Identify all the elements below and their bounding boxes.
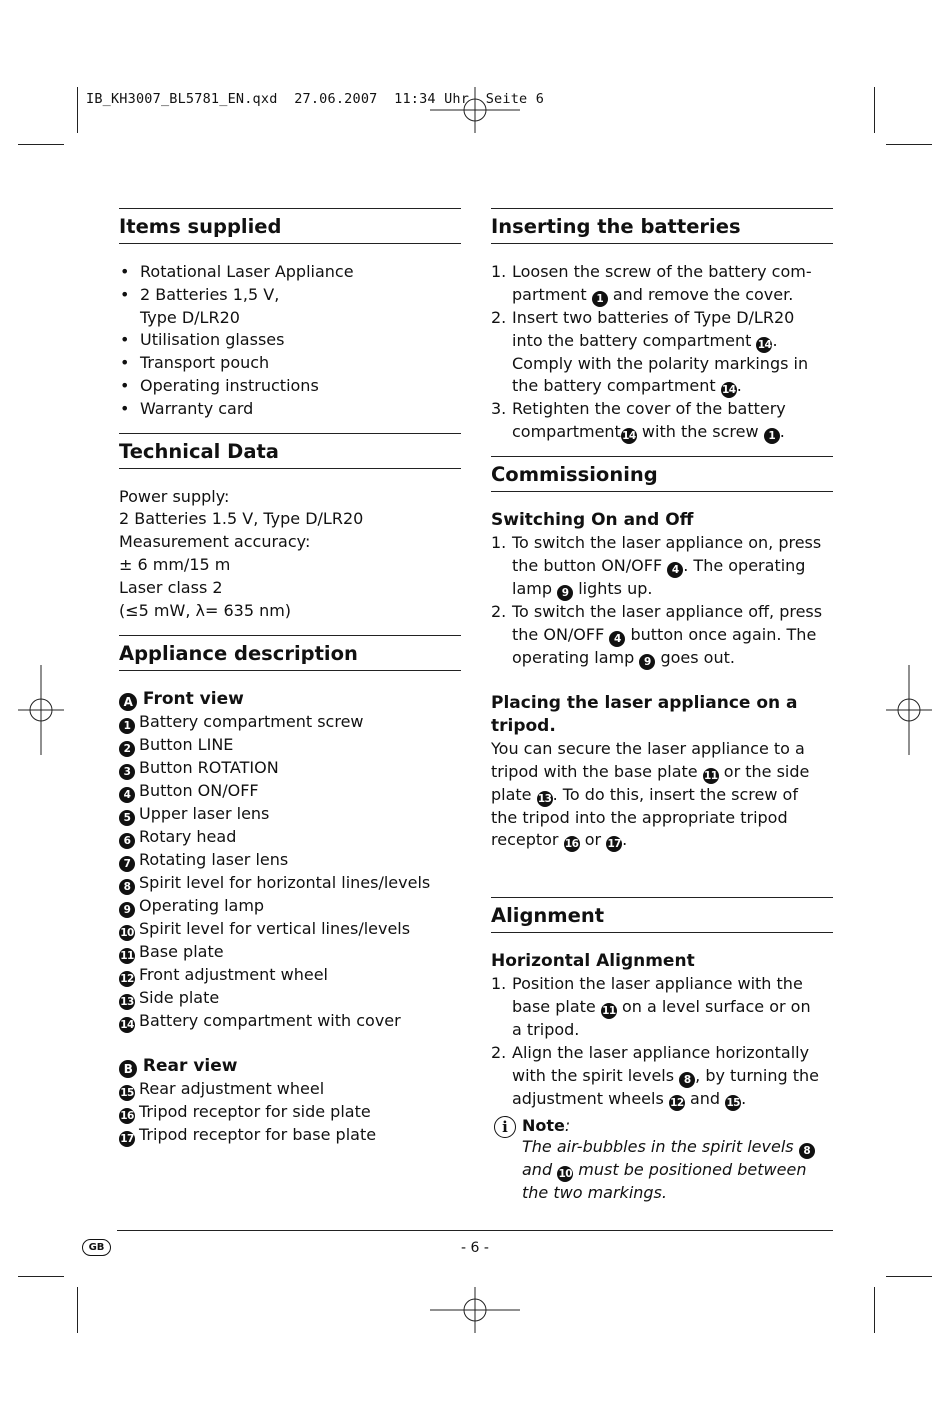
rear-view-heading: B Rear view xyxy=(119,1055,461,1078)
number-marker: 6 xyxy=(119,833,135,849)
text-line: ± 6 mm/15 m xyxy=(119,554,231,574)
switching-steps xyxy=(491,532,833,670)
number-marker: 13 xyxy=(537,792,552,805)
list-item: 8 Spirit level for horizontal lines/levels xyxy=(119,872,461,895)
text-line: Power supply: xyxy=(119,486,230,506)
number-marker: 16 xyxy=(564,838,579,851)
number-marker: 16 xyxy=(120,1110,134,1123)
list-item: 12 Front adjustment wheel xyxy=(120,965,328,986)
number-marker: 17 xyxy=(120,1133,134,1146)
list-item: • Operating instructions xyxy=(119,375,461,398)
alignment-section xyxy=(491,897,833,1203)
number-marker: 3 xyxy=(119,764,135,780)
technical-data-text xyxy=(119,486,461,623)
list-item: • Warranty card xyxy=(119,398,461,421)
list-item: • Rotational Laser Appliance xyxy=(119,261,461,284)
left-column xyxy=(119,208,461,1147)
info-icon: i xyxy=(494,1116,516,1138)
appliance-description-section xyxy=(119,635,461,1147)
list-item: 11 Base plate xyxy=(120,942,224,963)
list-item: 6 Rotary head xyxy=(119,826,461,849)
front-view-parts xyxy=(119,711,461,1033)
number-marker: 7 xyxy=(119,856,135,872)
number-marker: 1 xyxy=(764,428,780,444)
tripod-heading: Placing the laser appliance on a tripod. xyxy=(491,692,798,736)
number-marker: 14 xyxy=(722,384,736,397)
print-slug: IB_KH3007_BL5781_EN.qxd 27.06.2007 11:34 Uhr Seite 6 xyxy=(86,91,545,107)
list-item: 3 Button ROTATION xyxy=(119,757,461,780)
list-item: • Utilisation glasses xyxy=(119,329,461,352)
list-item: 17 Tripod receptor for base plate xyxy=(120,1125,377,1146)
technical-data-heading: Technical Data xyxy=(119,433,461,469)
number-marker: 4 xyxy=(609,631,625,647)
number-marker: 1 xyxy=(592,291,608,307)
list-item: 1 Battery compartment screw xyxy=(119,711,461,734)
tripod-text: You can secure the laser appliance to a tripod with the base plate 11 or the side plate 13. To do this, insert the screw of the tripod into the appropriate tripod receptor 16 or 17. xyxy=(491,738,810,851)
number-marker: 5 xyxy=(119,810,135,826)
number-marker: 8 xyxy=(799,1143,815,1159)
text-line: 2 Batteries 1.5 V, Type D/LR20 xyxy=(119,509,364,529)
list-item: • Transport pouch xyxy=(119,352,461,375)
list-item: 4 Button ON/OFF xyxy=(119,780,461,803)
number-marker: 14 xyxy=(757,338,772,351)
list-item: • 2 Batteries 1,5 V, Type D/LR20 xyxy=(119,284,461,330)
note-title: Note: xyxy=(522,1115,571,1135)
number-marker: 12 xyxy=(670,1096,684,1109)
number-marker: 15 xyxy=(120,1087,134,1100)
right-column xyxy=(491,208,833,1203)
number-marker: 8 xyxy=(119,879,135,895)
number-marker: 15 xyxy=(726,1096,740,1109)
number-marker: 13 xyxy=(120,996,134,1009)
list-item: 1. To switch the laser appliance on, press the button ON/OFF 4 . The operating lamp 9 lights up. xyxy=(491,533,822,599)
number-marker: 11 xyxy=(120,950,134,963)
inserting-batteries-section xyxy=(491,208,833,444)
number-marker: 9 xyxy=(119,902,135,918)
rear-view-parts xyxy=(119,1078,461,1147)
number-marker: 17 xyxy=(607,838,621,851)
inserting-batteries-heading: Inserting the batteries xyxy=(491,208,833,244)
list-item: 5 Upper laser lens xyxy=(119,803,461,826)
note-text: The air-bubbles in the spirit levels 8 and 10 must be positioned between the two markings. xyxy=(522,1136,833,1204)
number-marker: 4 xyxy=(667,562,683,578)
text-line: (≤5 mW, λ= 635 nm) xyxy=(119,600,292,620)
list-item: 1. Position the laser appliance with the base plate 11 on a level surface or on a tripod. xyxy=(491,974,811,1040)
footer-rule xyxy=(117,1230,833,1231)
list-item: 9 Operating lamp xyxy=(119,895,461,918)
number-marker: 14 xyxy=(622,430,636,443)
switching-heading: Switching On and Off xyxy=(491,510,694,531)
text-line: Measurement accuracy: xyxy=(119,532,311,552)
horizontal-alignment-heading: Horizontal Alignment xyxy=(491,951,695,972)
list-item: 1. Loosen the screw of the battery com- partment 1 and remove the cover. xyxy=(491,262,812,305)
items-supplied-list xyxy=(119,261,461,421)
appliance-description-heading: Appliance description xyxy=(119,635,461,671)
commissioning-heading: Commissioning xyxy=(491,456,833,492)
items-supplied-heading: Items supplied xyxy=(119,208,461,244)
number-marker: 14 xyxy=(120,1019,134,1032)
number-marker: 12 xyxy=(120,973,134,986)
technical-data-section xyxy=(119,433,461,623)
figure-b-marker: B xyxy=(119,1060,137,1078)
number-marker: 11 xyxy=(602,1005,616,1018)
list-item: 15 Rear adjustment wheel xyxy=(120,1079,325,1100)
number-marker: 2 xyxy=(119,741,135,757)
list-item: 14 Battery compartment with cover xyxy=(120,1011,401,1032)
number-marker: 4 xyxy=(119,787,135,803)
number-marker: 11 xyxy=(703,769,718,782)
list-item: 7 Rotating laser lens xyxy=(119,849,461,872)
battery-steps xyxy=(491,261,833,444)
alignment-heading: Alignment xyxy=(491,897,833,933)
list-item: 2. Align the laser appliance horizontally with the spirit levels 8 , by turning the adjustment wheels 12 and 15. xyxy=(491,1042,819,1109)
alignment-steps xyxy=(491,973,833,1110)
front-view-heading: A Front view xyxy=(119,688,461,711)
list-item: 16 Tripod receptor for side plate xyxy=(120,1102,371,1123)
country-badge: GB xyxy=(82,1239,111,1256)
list-item: 3. Retighten the cover of the battery compartment14 with the screw 1 . xyxy=(491,399,786,443)
note-box xyxy=(491,1115,833,1204)
number-marker: 10 xyxy=(558,1167,572,1180)
number-marker: 1 xyxy=(119,718,135,734)
number-marker: 9 xyxy=(557,585,573,601)
text-line: Laser class 2 xyxy=(119,577,223,597)
number-marker: 9 xyxy=(639,654,655,670)
number-marker: 8 xyxy=(679,1072,695,1088)
commissioning-section xyxy=(491,456,833,852)
figure-a-marker: A xyxy=(119,693,137,711)
list-item: 2 Button LINE xyxy=(119,734,461,757)
list-item: 13 Side plate xyxy=(120,988,220,1009)
list-item: 2. To switch the laser appliance off, press the ON/OFF 4 button once again. The operating lamp 9 goes out. xyxy=(491,601,823,668)
page-number: - 6 - xyxy=(461,1240,489,1256)
list-item: 10 Spirit level for vertical lines/levels xyxy=(120,919,411,940)
number-marker: 10 xyxy=(120,927,134,940)
list-item: 2. Insert two batteries of Type D/LR20 into the battery compartment 14. Comply with the polarity markings in the battery compartment 14. xyxy=(491,307,809,397)
items-supplied-section xyxy=(119,208,461,421)
